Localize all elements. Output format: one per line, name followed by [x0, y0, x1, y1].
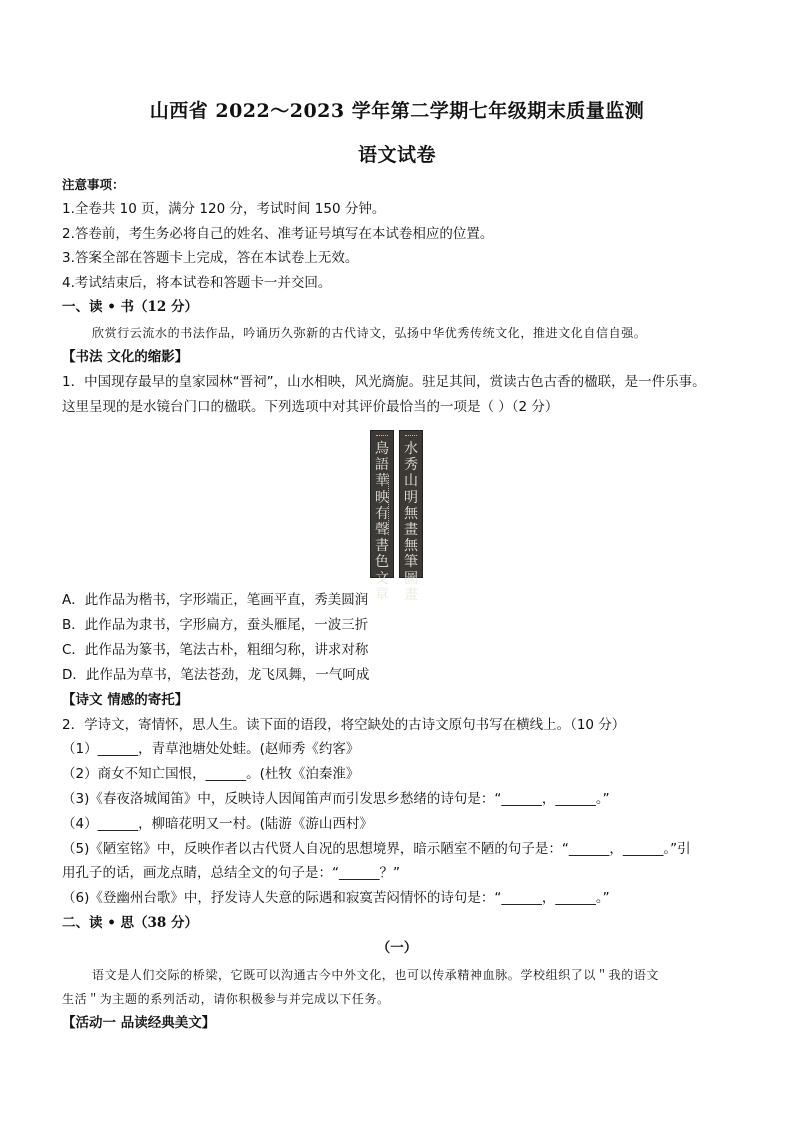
q1-option-d: D．此作品为草书，笔法苍劲，龙飞凤舞，一气呵成 [62, 667, 370, 683]
couplet-left-text: 鳥 語 華 映 有 聲 書 色 文 章 [375, 441, 389, 603]
q2-item-2: （2）商女不知亡国恨，______。(杜牧《泊秦淮》 [62, 766, 360, 782]
q1-option-b: B．此作品为隶书，字形扁方，蚕头雁尾，一波三折 [62, 617, 369, 633]
q2-item-4: （4）______，柳暗花明又一村。(陆游《游山西村》 [62, 816, 373, 832]
q2-stem: 2．学诗文，寄情怀，思人生。读下面的语段，将空缺处的古诗文原句书写在横线上。（10 分） [62, 717, 626, 733]
section1-heading: 一、读 • 书（12 分） [62, 299, 199, 315]
q1-option-a: A．此作品为楷书，字形端正，笔画平直，秀美圆润 [62, 592, 369, 608]
q2-item-6: （6)《登幽州台歌》中，抒发诗人失意的际遇和寂寞苦闷情怀的诗句是：“______，______。” [62, 890, 610, 906]
q1-option-c: C．此作品为篆书，笔法古朴，粗细匀称，讲求对称 [62, 642, 369, 658]
exam-title: 山西省 2022～2023 学年第二学期七年级期末质量监测 [149, 100, 645, 122]
couplet-left-panel [370, 430, 394, 603]
activity1-heading: 【活动一 品读经典美文】 [62, 1015, 216, 1031]
section1-sub-calligraphy: 【书法 文化的缩影】 [62, 349, 189, 365]
section1-intro: 欣赏行云流水的书法作品，吟诵历久弥新的古代诗文，弘扬中华优秀传统文化，推进文化自信自强。 [92, 326, 647, 340]
exam-subtitle: 语文试卷 [357, 144, 436, 166]
couplet-right-panel [399, 430, 423, 603]
q2-item-3: （3)《春夜洛城闻笛》中，反映诗人因闻笛声而引发思乡愁绪的诗句是：“______，______。” [62, 791, 610, 807]
notes-heading: 注意事项： [62, 177, 125, 192]
section2-intro-line1: 语文是人们交际的桥梁，它既可以沟通古今中外文化，也可以传承精神血脉。学校组织了以＂我的语文 [92, 968, 660, 982]
q2-item-5-cont: 用孔子的话，画龙点睛，总结全文的句子是：“______？” [62, 865, 400, 881]
section2-part: （一） [376, 940, 418, 956]
q2-item-5: （5)《陋室铭》中，反映作者以古代贤人自况的思想境界，暗示陋室不陋的句子是：“______，______。”引 [62, 841, 691, 857]
section2-heading: 二、读 • 思（38 分） [62, 915, 199, 931]
note-item-2: 2.答卷前，考生务必将自己的姓名、准考证号填写在本试卷相应的位置。 [62, 226, 494, 242]
note-item-3: 3.答案全部在答题卡上完成，答在本试卷上无效。 [62, 250, 359, 266]
couplet-right-text: 水 秀 山 明 無 畫 無 筆 圖 畫 [404, 441, 418, 603]
q1-line1: 1．中国现存最早的皇家园林“晋祠”，山水相映，风光旖旎。驻足其间，赏读古色古香的楹联，是一件乐事。 [62, 374, 706, 390]
section1-sub-poetry: 【诗文 情感的寄托】 [62, 692, 189, 708]
note-item-1: 1.全卷共 10 页，满分 120 分，考试时间 150 分钟。 [62, 201, 386, 217]
couplet-image [370, 430, 423, 603]
q2-item-1: （1）______，青草池塘处处蛙。(赵师秀《约客》 [62, 741, 360, 757]
note-item-4: 4.考试结束后，将本试卷和答题卡一并交回。 [62, 275, 332, 291]
q1-line2: 这里呈现的是水镜台门口的楹联。下列选项中对其评价最恰当的一项是（ ）（2 分） [62, 399, 559, 415]
section2-intro-line2: 生活＂为主题的系列活动，请你积极参与并完成以下任务。 [62, 992, 390, 1006]
